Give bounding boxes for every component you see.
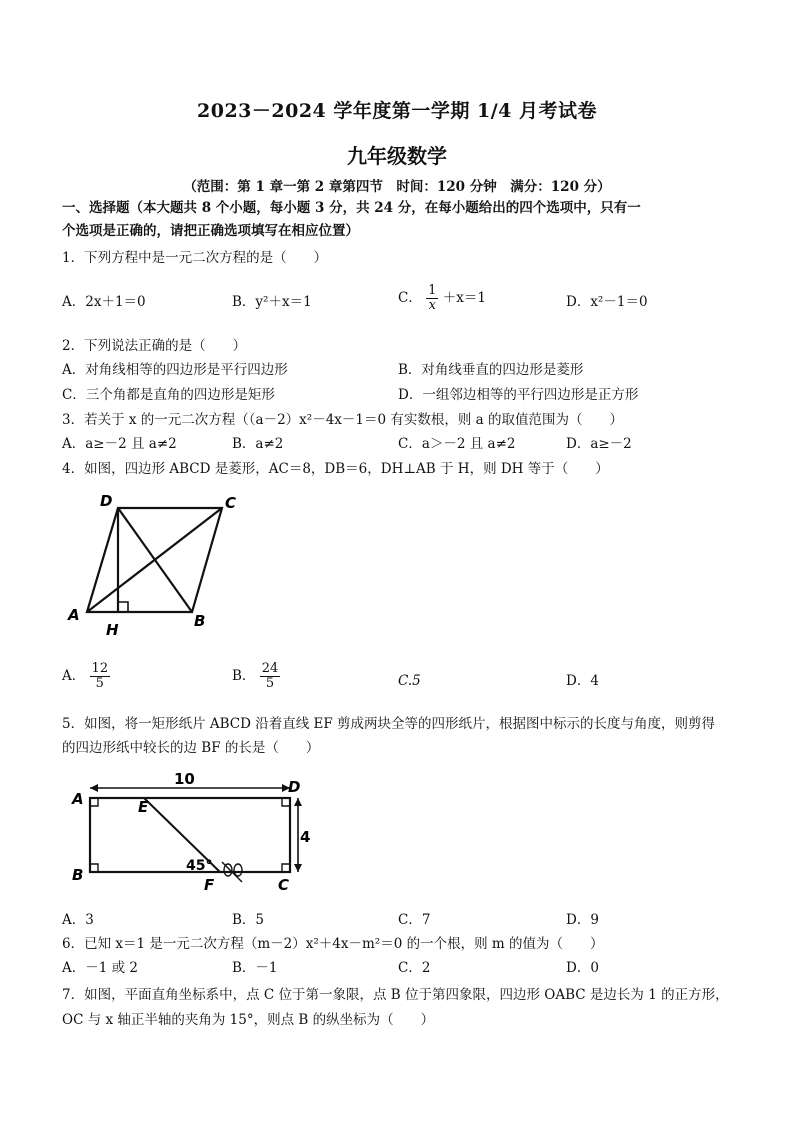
label-angle: 45° xyxy=(186,858,213,874)
q7-stem-line1: 7．如图，平面直角坐标系中，点 C 位于第一象限，点 B 位于第四象限，四边形 OABC 是边长为 1 的正方形， xyxy=(62,987,729,1003)
exam-scope: （范围：第 1 章一第 2 章第四节 时间：120 分钟 满分：120 分） xyxy=(183,179,611,195)
label-top-length: 10 xyxy=(174,770,195,788)
section-heading-line2: 个选项是正确的，请把正确选项填写在相应位置） xyxy=(62,223,359,239)
q4-option-d: D．4 xyxy=(566,673,599,689)
q3-option-c: C．a＞－2 且 a≠2 xyxy=(398,436,516,452)
diagonal-db xyxy=(118,508,192,612)
q1-option-c-fraction xyxy=(426,284,438,313)
q2-stem: 2．下列说法正确的是（ ） xyxy=(62,338,247,354)
q4-option-b-fraction xyxy=(260,662,281,691)
exam-title: 2023－2024 学年度第一学期 1/4 月考试卷 xyxy=(197,100,597,122)
label-a: A xyxy=(68,606,80,624)
q1-option-b: B．y²＋x＝1 xyxy=(232,294,312,310)
label-a: A xyxy=(72,790,84,808)
q1-option-c-den: x xyxy=(428,298,436,313)
q7-stem-line2: OC 与 x 轴正半轴的夹角为 15°，则点 B 的纵坐标为（ ） xyxy=(62,1012,435,1028)
q5-stem-line2: 的四边形纸中较长的边 BF 的长是（ ） xyxy=(62,740,320,756)
label-b: B xyxy=(194,612,206,630)
arrow-up-icon xyxy=(294,798,302,806)
exam-subtitle: 九年级数学 xyxy=(347,144,447,168)
q1-option-c-prefix: C． xyxy=(398,290,422,306)
q5-rectangle-figure xyxy=(62,770,312,900)
corner-mark-a xyxy=(90,798,98,806)
q1-option-d: D．x²－1＝0 xyxy=(566,294,648,310)
q5-stem-line1: 5．如图，将一矩形纸片 ABCD 沿着直线 EF 剪成两块全等的四形纸片，根据图中标示的长度与角度，则剪得 xyxy=(62,716,716,732)
q4-stem: 4．如图，四边形 ABCD 是菱形，AC＝8，DB＝6，DH⊥AB 于 H，则 DH 等于（ ） xyxy=(62,461,609,477)
label-c: C xyxy=(225,494,237,512)
q1-stem: 1．下列方程中是一元二次方程的是（ ） xyxy=(62,250,328,266)
q1-option-c-suffix: ＋x＝1 xyxy=(442,290,486,306)
q5-option-c: C．7 xyxy=(398,912,431,928)
label-h: H xyxy=(106,621,119,639)
q4-rhombus-figure xyxy=(62,490,262,640)
right-angle-mark xyxy=(118,602,128,612)
q1-option-a: A．2x＋1＝0 xyxy=(62,294,146,310)
q4-option-a-den: 5 xyxy=(95,676,104,691)
section-heading-line1: 一、选择题（本大题共 8 个小题，每小题 3 分，共 24 分，在每小题给出的四个选项中，只有一 xyxy=(62,200,641,216)
q6-option-b: B．－1 xyxy=(232,960,278,976)
q1-option-c-num: 1 xyxy=(428,283,437,298)
q2-option-c: C．三个角都是直角的四边形是矩形 xyxy=(62,387,275,403)
corner-mark-c xyxy=(282,864,290,872)
q3-option-a: A．a≥－2 且 a≠2 xyxy=(62,436,177,452)
q4-option-a-fraction xyxy=(90,662,111,691)
q3-stem: 3．若关于 x 的一元二次方程（（a－2）x²－4x－1＝0 有实数根，则 a 的取值范围为（ ） xyxy=(62,412,624,428)
q6-stem: 6．已知 x＝1 是一元二次方程（m－2）x²＋4x－m²＝0 的一个根，则 m 的值为（ ） xyxy=(62,936,604,952)
q6-option-d: D．0 xyxy=(566,960,599,976)
q1-option-c xyxy=(398,284,486,313)
q5-option-a: A．3 xyxy=(62,912,94,928)
arrow-left-icon xyxy=(90,784,98,792)
q2-option-b: B．对角线垂直的四边形是菱形 xyxy=(398,362,584,378)
label-e: E xyxy=(138,798,149,816)
q4-option-a-prefix: A． xyxy=(62,668,86,684)
q3-option-b: B．a≠2 xyxy=(232,436,284,452)
q4-option-b xyxy=(232,662,280,691)
arrow-down-icon xyxy=(294,864,302,872)
q2-option-d: D．一组邻边相等的平行四边形是正方形 xyxy=(398,387,639,403)
label-d: D xyxy=(288,778,301,796)
q6-option-c: C．2 xyxy=(398,960,431,976)
q5-option-d: D．9 xyxy=(566,912,599,928)
q2-option-a: A．对角线相等的四边形是平行四边形 xyxy=(62,362,288,378)
label-b: B xyxy=(72,866,84,884)
label-d: D xyxy=(100,492,113,510)
label-c: C xyxy=(278,876,290,894)
q4-option-b-prefix: B． xyxy=(232,668,256,684)
corner-mark-d xyxy=(282,798,290,806)
q4-option-a xyxy=(62,662,110,691)
label-f: F xyxy=(204,876,215,894)
q5-option-b: B．5 xyxy=(232,912,265,928)
corner-mark-b xyxy=(90,864,98,872)
q6-option-a: A．－1 或 2 xyxy=(62,960,139,976)
q4-option-b-num: 24 xyxy=(261,661,279,676)
q4-option-a-num: 12 xyxy=(91,661,109,676)
q4-option-c: C.5 xyxy=(398,673,421,689)
q4-option-b-den: 5 xyxy=(265,676,275,691)
label-right-length: 4 xyxy=(300,828,311,846)
q3-option-d: D．a≥－2 xyxy=(566,436,632,452)
